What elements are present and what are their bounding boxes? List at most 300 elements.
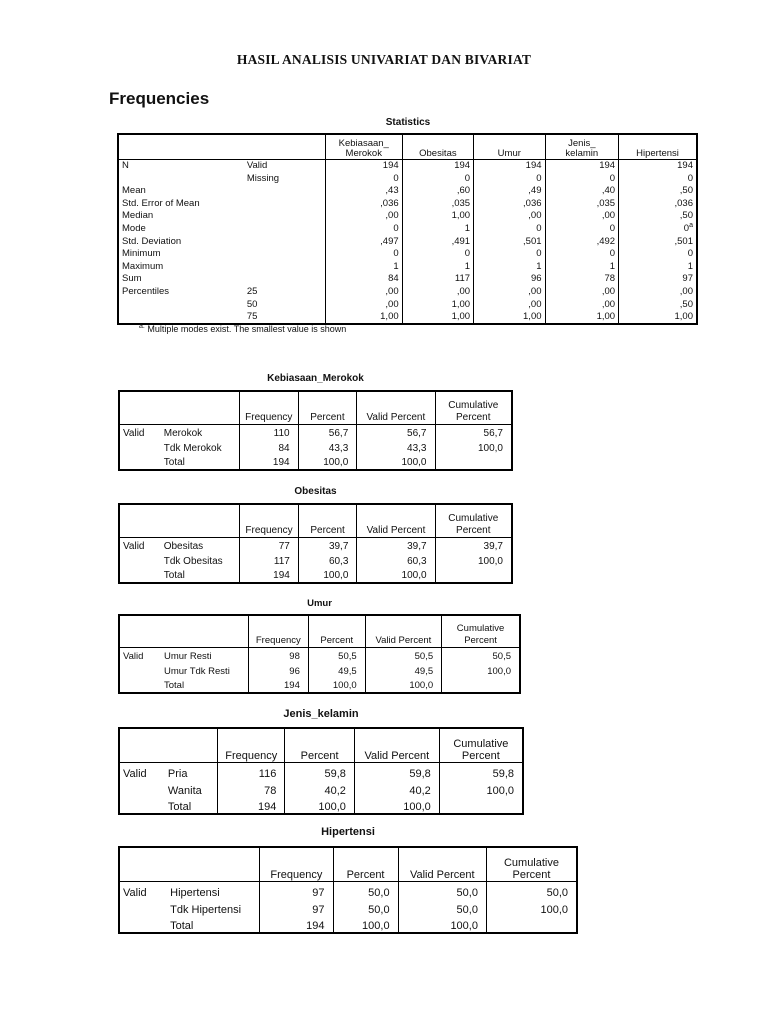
statistic-label: Sum [122, 273, 142, 285]
valid-label [119, 916, 167, 933]
statistic-value [545, 172, 619, 185]
frequency-header-row [119, 728, 523, 763]
statistic-value-text: ,00 [528, 210, 542, 222]
statistic-sublabel: 25 [244, 285, 326, 298]
category-label: Tdk Merokok [161, 440, 240, 455]
statistic-value-text: ,491 [451, 235, 471, 247]
cumulative-header-line: Cumulative [448, 400, 499, 411]
cell-cum [486, 916, 577, 933]
valid-label [119, 678, 161, 693]
statistic-value-text: 84 [388, 273, 399, 285]
statistic-sublabel: 50 [244, 298, 326, 311]
cumulative-header-line: Percent [461, 750, 500, 762]
column-header-percent: Percent [308, 615, 365, 648]
category-label: Hipertensi [167, 882, 260, 899]
cell-cum [435, 455, 512, 470]
statistic-value [545, 210, 619, 223]
statistic-value-text: 194 [677, 160, 693, 172]
column-header-line: kelamin [565, 148, 599, 159]
statistic-value [619, 197, 697, 210]
statistic-value [619, 235, 697, 248]
cell-vpct: 100,0 [357, 455, 435, 470]
statistic-sublabel [244, 273, 326, 286]
statistic-sublabel [244, 248, 326, 261]
cell-cum: 100,0 [435, 440, 512, 455]
statistic-value-text: 194 [382, 160, 399, 172]
statistic-value [402, 210, 473, 223]
statistic-value-text: ,00 [528, 286, 542, 298]
statistic-value-text: 1,00 [596, 310, 616, 322]
cell-cum: 56,7 [435, 425, 512, 440]
statistic-value-text: 0 [683, 223, 690, 235]
statistic-value [325, 260, 402, 273]
statistic-value [619, 248, 697, 261]
statistic-label [118, 311, 244, 324]
column-header-empty [161, 504, 240, 538]
category-label: Umur Tdk Resti [161, 663, 248, 678]
statistic-value-text: 0 [536, 223, 542, 235]
statistics-footnote [139, 323, 346, 334]
cell-cum [439, 797, 523, 814]
statistic-value [474, 285, 545, 298]
statistic-value-text: ,036 [674, 197, 693, 209]
cumulative-header-line: Percent [464, 635, 497, 646]
frequency-row [119, 899, 577, 916]
cell-freq: 116 [258, 767, 277, 780]
statistic-value-text: 0 [687, 172, 693, 184]
column-header-line: Umur [497, 148, 521, 159]
statistic-value-text: ,492 [596, 235, 616, 247]
statistic-label: Std. Error of Mean [122, 197, 200, 209]
statistic-value [402, 285, 473, 298]
statistics-row [118, 197, 697, 210]
cell-pct: 50,0 [333, 899, 398, 916]
statistic-value [619, 260, 697, 273]
frequency-table [118, 390, 513, 471]
statistic-value [474, 172, 545, 185]
column-header-valid-percent: Valid Percent [365, 615, 441, 648]
statistic-value [325, 222, 402, 235]
statistic-label: Mode [122, 223, 146, 235]
statistic-value-text: ,00 [601, 210, 616, 222]
statistics-column-header [474, 134, 545, 160]
cumulative-header-line: Percent [512, 869, 551, 881]
column-header-percent: Percent [285, 728, 355, 763]
valid-label: Valid [123, 427, 145, 439]
cell-pct: 49,5 [308, 663, 365, 678]
statistic-value [545, 197, 619, 210]
cell-vpct: 100,0 [398, 916, 486, 933]
cell-vpct: 49,5 [365, 663, 441, 678]
statistic-label: Percentiles [122, 286, 169, 298]
statistic-value [325, 210, 402, 223]
statistic-value-text: 97 [682, 273, 693, 285]
statistic-value-text: 1 [687, 260, 693, 272]
statistic-value-text: 1 [464, 260, 471, 272]
statistic-value-text: ,501 [523, 235, 542, 247]
cell-pct: 50,5 [308, 648, 365, 663]
cell-freq: 84 [278, 442, 290, 454]
statistic-value [325, 172, 402, 185]
statistic-sublabel: 75 [244, 311, 326, 324]
statistic-value [325, 273, 402, 286]
statistics-row [118, 235, 697, 248]
cumulative-header-line: Percent [456, 525, 491, 536]
valid-label: Valid [123, 650, 144, 662]
cell-pct: 100,0 [298, 455, 357, 470]
statistics-row [118, 311, 697, 324]
cell-pct: 39,7 [298, 538, 357, 553]
valid-label [119, 899, 167, 916]
statistic-sublabel [244, 260, 326, 273]
cell-vpct: 59,8 [354, 763, 439, 780]
column-header-empty [167, 847, 260, 882]
frequency-header-row [119, 391, 512, 425]
statistics-column-header [402, 134, 473, 160]
section-title: Frequencies [109, 89, 210, 108]
statistic-value-text: 1 [393, 260, 399, 272]
statistic-value-text: 194 [599, 160, 616, 172]
statistics-column-header [325, 134, 402, 160]
category-label: Umur Resti [161, 648, 248, 663]
statistic-value [474, 160, 545, 173]
cell-cum [435, 568, 512, 583]
cell-vpct: 60,3 [357, 553, 435, 568]
cell-cum: 59,8 [439, 763, 523, 780]
statistic-value-text: ,497 [380, 235, 399, 247]
footnote-mark: a. [139, 323, 145, 330]
column-header-cumulative [435, 504, 512, 538]
cell-vpct: 100,0 [365, 678, 441, 693]
valid-label [119, 440, 161, 455]
statistic-value-text: ,00 [385, 298, 399, 310]
statistic-sublabel [244, 210, 326, 223]
statistic-value [325, 235, 402, 248]
frequency-header-row [119, 615, 520, 648]
statistic-value-text: 0 [609, 172, 616, 184]
category-label: Total [165, 797, 218, 814]
frequency-table-caption: Obesitas [294, 486, 337, 497]
category-label: Obesitas [161, 538, 240, 553]
cell-freq: 117 [273, 555, 290, 567]
statistic-value-text: 1,00 [451, 310, 471, 322]
frequency-row [119, 425, 512, 440]
statistic-value [325, 248, 402, 261]
statistic-value [325, 185, 402, 198]
frequency-table [118, 503, 513, 584]
statistic-value-text: ,035 [451, 197, 471, 209]
statistic-value [402, 222, 473, 235]
statistic-value-text: 1 [464, 223, 471, 235]
statistics-row [118, 172, 697, 185]
frequency-row [119, 455, 512, 470]
statistics-row [118, 260, 697, 273]
statistics-row [118, 222, 697, 235]
statistic-label: Std. Deviation [122, 235, 182, 247]
cell-freq: 96 [289, 665, 300, 677]
statistic-value [545, 311, 619, 324]
frequency-header-row [119, 847, 577, 882]
statistic-value [474, 298, 545, 311]
statistic-value [325, 160, 402, 173]
cell-pct: 100,0 [308, 678, 365, 693]
column-header-empty [119, 504, 161, 538]
category-label: Tdk Hipertensi [167, 899, 260, 916]
valid-label [119, 455, 161, 470]
statistic-value-text: ,036 [523, 197, 542, 209]
statistic-value [619, 210, 697, 223]
statistic-value [545, 260, 619, 273]
valid-label: Valid [123, 886, 147, 899]
cell-cum: 100,0 [442, 663, 520, 678]
statistic-value-text: 1,00 [451, 210, 471, 222]
statistic-value-text: 0 [464, 172, 471, 184]
statistic-value-text: ,50 [679, 298, 693, 310]
statistic-value-text: 1,00 [380, 310, 399, 322]
frequency-row [119, 763, 523, 780]
cell-freq: 78 [264, 784, 277, 797]
valid-label [119, 553, 161, 568]
cumulative-header-line: Cumulative [448, 513, 499, 524]
statistic-value [402, 311, 473, 324]
statistics-column-header [619, 134, 697, 160]
statistic-value-text: 0 [393, 223, 399, 235]
column-header-percent: Percent [298, 504, 357, 538]
statistic-value-text: 117 [454, 273, 471, 285]
cell-cum: 100,0 [435, 553, 512, 568]
statistic-value [402, 248, 473, 261]
statistic-value-text: ,00 [385, 210, 399, 222]
valid-label: Valid [123, 767, 147, 780]
frequency-row [119, 797, 523, 814]
frequency-row [119, 916, 577, 933]
column-header-empty [165, 728, 218, 763]
statistic-value [402, 298, 473, 311]
statistic-value [545, 273, 619, 286]
statistic-value [474, 185, 545, 198]
column-header-frequency: Frequency [240, 504, 299, 538]
cell-vpct: 100,0 [357, 568, 435, 583]
column-header-valid-percent: Valid Percent [398, 847, 486, 882]
column-header-empty [119, 391, 161, 425]
cell-freq: 194 [272, 456, 290, 468]
statistic-value-text: 0 [464, 248, 471, 260]
statistic-value-text: ,00 [601, 286, 616, 298]
statistic-value [619, 160, 697, 173]
category-label: Wanita [165, 780, 218, 797]
column-header-cumulative [442, 615, 520, 648]
statistic-value [325, 285, 402, 298]
statistic-value [619, 298, 697, 311]
statistic-value-text: ,00 [385, 286, 399, 298]
statistic-value-text: 1,00 [674, 310, 693, 322]
valid-label: Valid [123, 540, 145, 552]
statistic-label [118, 298, 244, 311]
statistic-value-text: ,035 [596, 197, 616, 209]
statistic-value-text: ,49 [528, 185, 542, 197]
frequency-table [118, 727, 524, 815]
cumulative-header-line: Cumulative [456, 623, 505, 634]
column-header-frequency: Frequency [239, 391, 298, 425]
column-header-empty [161, 615, 248, 648]
statistic-value-text: 1,00 [451, 298, 471, 310]
cell-pct: 40,2 [285, 780, 355, 797]
statistic-value [619, 273, 697, 286]
statistic-value [545, 298, 619, 311]
statistic-value [402, 172, 473, 185]
statistic-label: Mean [122, 185, 146, 197]
frequency-table-caption: Kebiasaan_Merokok [267, 373, 364, 384]
statistic-value [402, 185, 473, 198]
statistic-value-text: ,50 [679, 210, 693, 222]
statistic-sublabel [244, 222, 326, 235]
statistic-label [118, 172, 244, 185]
cell-pct: 50,0 [333, 882, 398, 899]
cumulative-header-line: Cumulative [453, 738, 509, 750]
statistics-row [118, 273, 697, 286]
cell-vpct: 56,7 [357, 425, 435, 440]
frequency-header-row [119, 504, 512, 538]
statistic-value-text: ,00 [456, 286, 471, 298]
frequency-row [119, 538, 512, 553]
statistic-value-text: 0 [536, 248, 542, 260]
statistic-value [474, 197, 545, 210]
statistic-value-text: 96 [530, 273, 542, 285]
frequency-row [119, 648, 520, 663]
column-header-empty [119, 847, 167, 882]
cell-vpct: 50,0 [398, 882, 486, 899]
column-header-cumulative [439, 728, 523, 763]
statistic-value-text: ,43 [385, 185, 399, 197]
statistics-row [118, 210, 697, 223]
statistic-value-text: 0 [687, 248, 693, 260]
frequency-table [118, 846, 578, 934]
statistic-value-text: ,036 [380, 197, 399, 209]
statistic-label: Median [122, 210, 154, 222]
cell-vpct: 50,5 [365, 648, 441, 663]
valid-label [119, 663, 161, 678]
frequency-table-caption: Hipertensi [321, 826, 375, 838]
column-header-cumulative [486, 847, 577, 882]
statistics-row [118, 298, 697, 311]
statistic-value [474, 273, 545, 286]
statistic-value-text: ,501 [674, 235, 693, 247]
valid-label [119, 568, 161, 583]
statistic-value-text: 0 [393, 172, 399, 184]
cell-vpct: 43,3 [357, 440, 435, 455]
column-header-valid-percent: Valid Percent [357, 391, 435, 425]
statistic-value [474, 311, 545, 324]
statistic-label: N [122, 160, 129, 172]
cell-vpct: 50,0 [398, 899, 486, 916]
statistic-value [545, 222, 619, 235]
statistic-value-text: 0 [536, 172, 542, 184]
frequency-row [119, 663, 520, 678]
frequency-table-caption: Jenis_kelamin [283, 708, 359, 720]
statistic-value [619, 285, 697, 298]
statistic-value-text: ,00 [601, 298, 616, 310]
column-header-line: Jenis_ [568, 138, 596, 149]
statistic-value-text: 0 [609, 248, 616, 260]
statistic-value-text: 194 [454, 160, 471, 172]
statistic-value [474, 235, 545, 248]
statistics-caption: Statistics [385, 117, 431, 128]
statistic-value [325, 298, 402, 311]
column-header-percent: Percent [333, 847, 398, 882]
statistic-sublabel: Valid [244, 160, 326, 173]
cell-freq: 194 [306, 919, 325, 932]
valid-label [119, 797, 165, 814]
category-label: Pria [165, 763, 218, 780]
frequency-row [119, 678, 520, 693]
statistic-value [619, 185, 697, 198]
cell-pct: 60,3 [298, 553, 357, 568]
column-header-frequency: Frequency [218, 728, 285, 763]
column-header-valid-percent: Valid Percent [357, 504, 435, 538]
frequency-row [119, 568, 512, 583]
statistic-sublabel [244, 197, 326, 210]
statistic-value [545, 285, 619, 298]
frequency-table [118, 614, 521, 694]
cell-freq: 98 [289, 650, 300, 662]
statistics-column-header [545, 134, 619, 160]
statistic-value-text: ,50 [679, 185, 693, 197]
statistic-label: Minimum [122, 248, 161, 260]
statistics-row [118, 160, 697, 173]
column-header-empty [119, 728, 165, 763]
cell-freq: 77 [278, 540, 290, 552]
statistic-label: Maximum [122, 260, 164, 272]
column-header-line: Merokok [345, 148, 382, 159]
statistic-value [545, 248, 619, 261]
statistic-value-text: 0 [609, 223, 616, 235]
cell-freq: 97 [312, 886, 325, 899]
statistic-value [619, 222, 697, 235]
document-title: HASIL ANALISIS UNIVARIAT DAN BIVARIAT [236, 52, 532, 67]
column-header-percent: Percent [298, 391, 357, 425]
statistics-row [118, 185, 697, 198]
cell-freq: 194 [273, 569, 290, 581]
valid-label [119, 780, 165, 797]
cumulative-header-line: Cumulative [503, 857, 559, 869]
statistic-value-text: 0 [393, 248, 399, 260]
statistic-value [474, 210, 545, 223]
category-label: Merokok [161, 425, 240, 440]
cell-vpct: 40,2 [354, 780, 439, 797]
statistic-value [545, 235, 619, 248]
statistic-sublabel [244, 185, 326, 198]
footnote-text: Multiple modes exist. The smallest value is shown [147, 324, 347, 334]
column-header-empty [119, 615, 161, 648]
cell-cum: 50,5 [442, 648, 520, 663]
statistic-value-text: ,60 [456, 185, 471, 197]
cell-pct: 56,7 [298, 425, 357, 440]
statistic-value [474, 260, 545, 273]
statistic-value [402, 160, 473, 173]
statistic-value-text: 78 [604, 273, 616, 285]
frequency-row [119, 882, 577, 899]
statistic-value [402, 197, 473, 210]
cell-pct: 100,0 [298, 568, 357, 583]
cell-cum: 100,0 [439, 780, 523, 797]
statistic-value-text: 1 [536, 260, 542, 272]
column-header-cumulative [435, 391, 512, 425]
cell-pct: 43,3 [298, 440, 357, 455]
cell-cum [442, 678, 520, 693]
cumulative-header-line: Percent [456, 412, 491, 423]
statistic-value [402, 273, 473, 286]
column-header-line: Hipertensi [636, 148, 679, 159]
